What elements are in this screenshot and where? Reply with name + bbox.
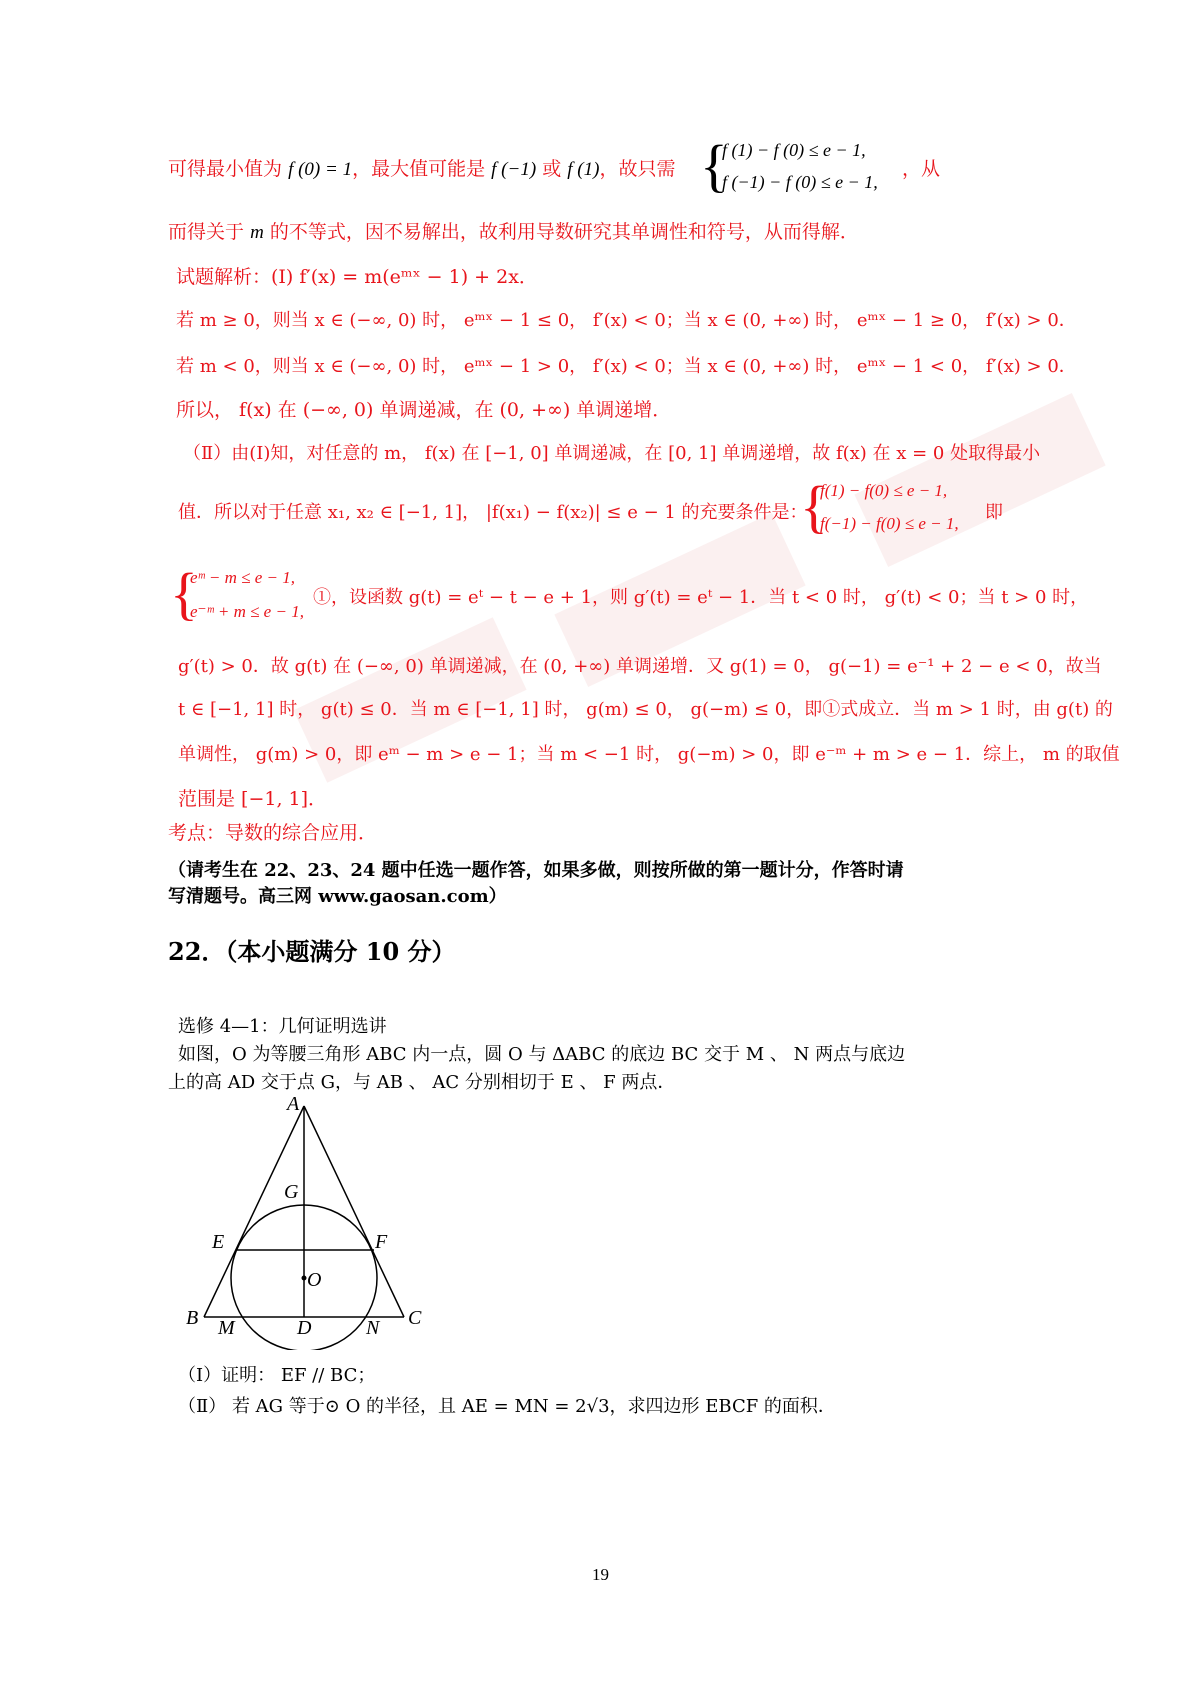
brace-2: { [800, 474, 828, 539]
solution-line-4: 所以， f(x) 在 (−∞, 0) 单调递减，在 (0, +∞) 单调递增． [176, 399, 672, 421]
solution-line-10: 单调性， g(m) > 0，即 eᵐ − m > e − 1；当 m < −1 时， g(−m) > 0，即 e⁻ᵐ + m > e − 1．综上， m 的取值 [178, 744, 1120, 765]
solution-line-2: 若 m ≥ 0，则当 x ∈ (−∞, 0) 时， eᵐˣ − 1 ≤ 0， f′(x) < 0；当 x ∈ (0, +∞) 时， eᵐˣ − 1 ≥ 0， f′(x) > 0． [176, 310, 1077, 331]
label-a: A [287, 1093, 300, 1115]
solution-line-1: 试题解析：(Ⅰ) f′(x) = m(eᵐˣ − 1) + 2x． [176, 266, 538, 288]
label-e: E [212, 1231, 225, 1253]
side-ab [204, 1106, 304, 1317]
math-f1: f (1) [567, 159, 600, 180]
solution-system-1-row-2: f(−1) − f(0) ≤ e − 1, [820, 514, 959, 533]
label-m: M [218, 1317, 235, 1339]
solution-line-6: 值．所以对于任意 x₁, x₂ ∈ [−1, 1]， |f(x₁) − f(x₂)| ≤ e − 1 的充要条件是： [178, 502, 808, 523]
geometry-figure [170, 1090, 450, 1350]
watermark-graphic [260, 300, 1140, 860]
page-number: 19 [592, 1565, 609, 1584]
analysis-system-row-2: f (−1) − f (0) ≤ e − 1, [722, 172, 878, 192]
analysis-line-1-end: ，从 [902, 158, 941, 180]
text: ，故只需 [599, 158, 676, 180]
solution-line-3: 若 m < 0，则当 x ∈ (−∞, 0) 时， eᵐˣ − 1 > 0， f′(x) < 0；当 x ∈ (0, +∞) 时， eᵐˣ − 1 < 0， f′(x) > 0． [176, 356, 1077, 377]
solution-system-2-row-2: e⁻ᵐ + m ≤ e − 1, [190, 602, 304, 621]
label-g: G [284, 1181, 299, 1203]
solution-line-6-end: 即 [985, 502, 1003, 523]
instruction-line-1: （请考生在 22、23、24 题中任选一题作答，如果多做，则按所做的第一题计分，作答时请 [168, 860, 904, 881]
solution-line-8: g′(t) > 0．故 g(t) 在 (−∞, 0) 单调递减，在 (0, +∞) 单调递增．又 g(1) = 0， g(−1) = e⁻¹ + 2 − e < 0，故当 [178, 656, 1102, 677]
text: 的不等式，因不易解出，故利用导数研究其单调性和符号，从而得解． [269, 221, 859, 243]
math-f0: f (0) = 1 [288, 159, 353, 180]
question-line-3: 上的高 AD 交于点 G，与 AB 、 AC 分别相切于 E 、 F 两点． [168, 1072, 676, 1093]
question-line-1: 选修 4—1：几何证明选讲 [178, 1016, 387, 1037]
solution-system-2-row-1: eᵐ − m ≤ e − 1, [190, 568, 295, 587]
label-f: F [375, 1231, 388, 1253]
brace-1: { [700, 133, 728, 198]
text: 或 [542, 158, 562, 180]
label-b: B [186, 1307, 199, 1329]
label-d: D [297, 1317, 312, 1339]
brace-3: { [170, 561, 198, 626]
math-fm1: f (−1) [491, 159, 537, 180]
question-part-2: （Ⅱ） 若 AG 等于⊙ O 的半径，且 AE = MN = 2√3，求四边形 EBCF 的面积． [178, 1396, 836, 1417]
solution-system-1-row-1: f(1) − f(0) ≤ e − 1, [820, 481, 948, 500]
instruction-line-2: 写清题号。高三网 www.gaosan.com） [168, 886, 507, 907]
label-o: O [307, 1269, 322, 1291]
center-o-dot [302, 1276, 307, 1281]
text: ，最大值可能是 [352, 158, 486, 180]
text: 可得最小值为 [168, 158, 283, 180]
analysis-system-row-1: f (1) − f (0) ≤ e − 1, [722, 140, 866, 160]
question-heading: 22．（本小题满分 10 分） [168, 937, 456, 966]
solution-line-11: 范围是 [−1, 1]． [178, 788, 328, 810]
math-m: m [250, 222, 264, 243]
question-part-1: （Ⅰ）证明： EF // BC； [178, 1365, 376, 1386]
analysis-line-1 [168, 154, 675, 181]
kaodian: 考点：导数的综合应用． [168, 822, 378, 844]
solution-line-7: ①，设函数 g(t) = eᵗ − t − e + 1，则 g′(t) = eᵗ − 1．当 t < 0 时， g′(t) < 0；当 t > 0 时， [313, 587, 1089, 608]
label-c: C [408, 1307, 422, 1329]
solution-line-5: （Ⅱ）由(Ⅰ)知，对任意的 m， f(x) 在 [−1, 0] 单调递减，在 [0, 1] 单调递增，故 f(x) 在 x = 0 处取得最小 [183, 443, 1041, 464]
solution-line-9: t ∈ [−1, 1] 时， g(t) ≤ 0．当 m ∈ [−1, 1] 时， g(m) ≤ 0， g(−m) ≤ 0，即①式成立．当 m > 1 时，由 g(t) 的 [178, 699, 1113, 720]
analysis-line-2 [168, 217, 859, 244]
question-line-2: 如图，O 为等腰三角形 ABC 内一点，圆 O 与 ΔABC 的底边 BC 交于 M 、 N 两点与底边 [178, 1044, 906, 1065]
label-n: N [366, 1317, 380, 1339]
text: 而得关于 [168, 221, 245, 243]
